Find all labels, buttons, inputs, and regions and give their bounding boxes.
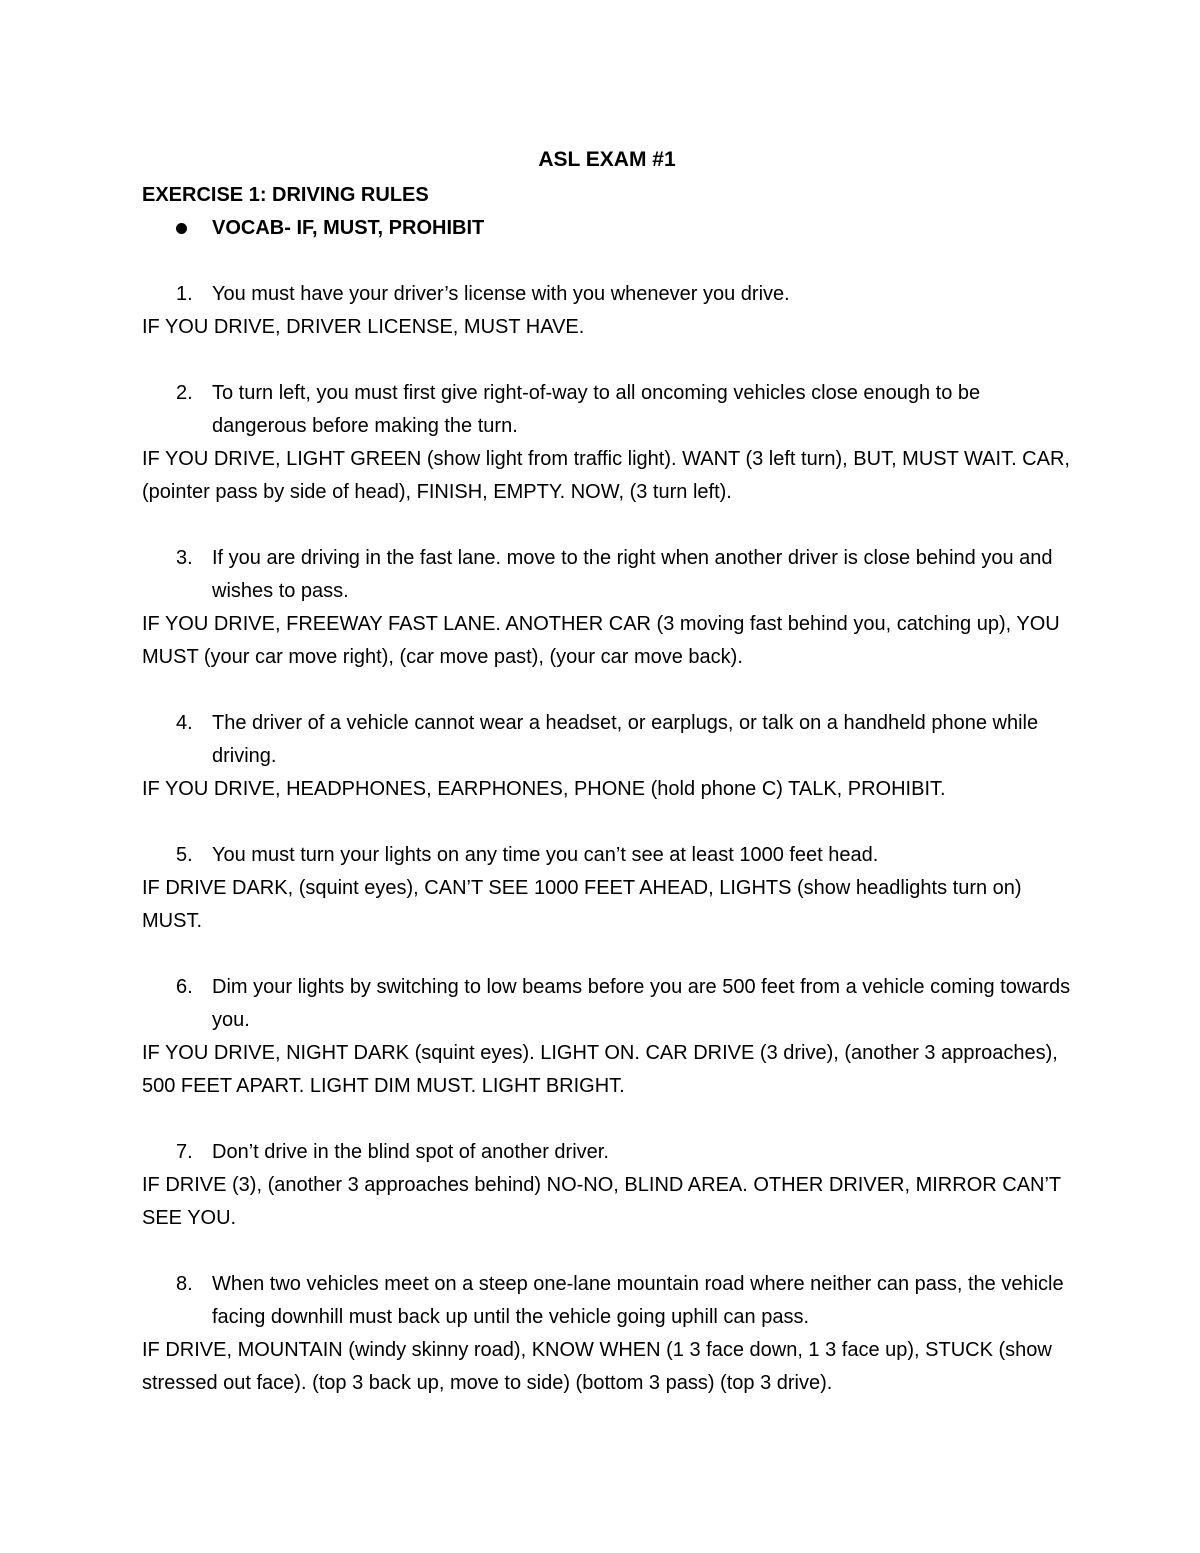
- item-number: 4.: [176, 712, 193, 734]
- item-gloss: IF DRIVE, MOUNTAIN (windy skinny road), KNOW WHEN (1 3 face down, 1 3 face up), STUCK (show stressed out face). (top 3 back up, move to side) (bottom 3 pass) (top 3 drive).: [142, 1339, 1052, 1394]
- item-number: 8.: [176, 1273, 193, 1295]
- list-item: [142, 278, 1072, 344]
- page-title: ASL EXAM #1: [538, 148, 676, 171]
- vocab-text: VOCAB- IF, MUST, PROHIBIT: [212, 217, 485, 239]
- item-sentence: [142, 839, 1072, 872]
- item-english: The driver of a vehicle cannot wear a headset, or earplugs, or talk on a handheld phone while driving.: [212, 712, 1039, 767]
- exercise-heading: EXERCISE 1: DRIVING RULES: [142, 184, 429, 206]
- item-sentence: [142, 278, 1072, 311]
- item-gloss: IF YOU DRIVE, NIGHT DARK (squint eyes). LIGHT ON. CAR DRIVE (3 drive), (another 3 approaches), 500 FEET APART. LIGHT DIM MUST. LIGHT BRIGHT.: [142, 1042, 1058, 1097]
- item-sentence: [142, 542, 1072, 608]
- item-gloss: IF YOU DRIVE, LIGHT GREEN (show light from traffic light). WANT (3 left turn), BUT, MUST WAIT. CAR, (pointer pass by side of head), FINISH, EMPTY. NOW, (3 turn left).: [142, 448, 1070, 503]
- bullet-icon: [176, 223, 187, 234]
- item-english: Dim your lights by switching to low beams before you are 500 feet from a vehicle coming towards you.: [212, 976, 1071, 1031]
- item-english: You must turn your lights on any time you can’t see at least 1000 feet head.: [212, 844, 879, 866]
- item-gloss: IF DRIVE DARK, (squint eyes), CAN’T SEE 1000 FEET AHEAD, LIGHTS (show headlights turn on) MUST.: [142, 877, 1022, 932]
- list-item: [142, 377, 1072, 509]
- list-item: [142, 1268, 1072, 1400]
- item-gloss: IF YOU DRIVE, HEADPHONES, EARPHONES, PHONE (hold phone C) TALK, PROHIBIT.: [142, 778, 946, 800]
- item-number: 1.: [176, 283, 193, 305]
- item-number: 3.: [176, 547, 193, 569]
- document-content: [142, 143, 1072, 1400]
- item-english: If you are driving in the fast lane. move to the right when another driver is close behind you and wishes to pass.: [212, 547, 1053, 602]
- list-item: [142, 707, 1072, 806]
- item-english: You must have your driver’s license with you whenever you drive.: [212, 283, 790, 305]
- item-english: When two vehicles meet on a steep one-lane mountain road where neither can pass, the vehicle facing downhill must back up until the vehicle going uphill can pass.: [212, 1273, 1064, 1328]
- item-sentence: [142, 971, 1072, 1037]
- item-number: 2.: [176, 382, 193, 404]
- item-english: Don’t drive in the blind spot of another driver.: [212, 1141, 609, 1163]
- vocab-bullet: [142, 212, 1072, 245]
- item-sentence: [142, 1268, 1072, 1334]
- list-item: [142, 1136, 1072, 1235]
- item-english: To turn left, you must first give right-of-way to all oncoming vehicles close enough to be dangerous before making the turn.: [212, 382, 981, 437]
- item-number: 5.: [176, 844, 193, 866]
- item-sentence: [142, 707, 1072, 773]
- list-item: [142, 542, 1072, 674]
- item-gloss: IF YOU DRIVE, FREEWAY FAST LANE. ANOTHER CAR (3 moving fast behind you, catching up), YOU MUST (your car move right), (car move past), (your car move back).: [142, 613, 1060, 668]
- item-gloss: IF YOU DRIVE, DRIVER LICENSE, MUST HAVE.: [142, 316, 585, 338]
- item-number: 7.: [176, 1141, 193, 1163]
- item-sentence: [142, 1136, 1072, 1169]
- item-gloss: IF DRIVE (3), (another 3 approaches behind) NO-NO, BLIND AREA. OTHER DRIVER, MIRROR CAN’T SEE YOU.: [142, 1174, 1061, 1229]
- item-number: 6.: [176, 976, 193, 998]
- list-item: [142, 839, 1072, 938]
- item-sentence: [142, 377, 1072, 443]
- list-item: [142, 971, 1072, 1103]
